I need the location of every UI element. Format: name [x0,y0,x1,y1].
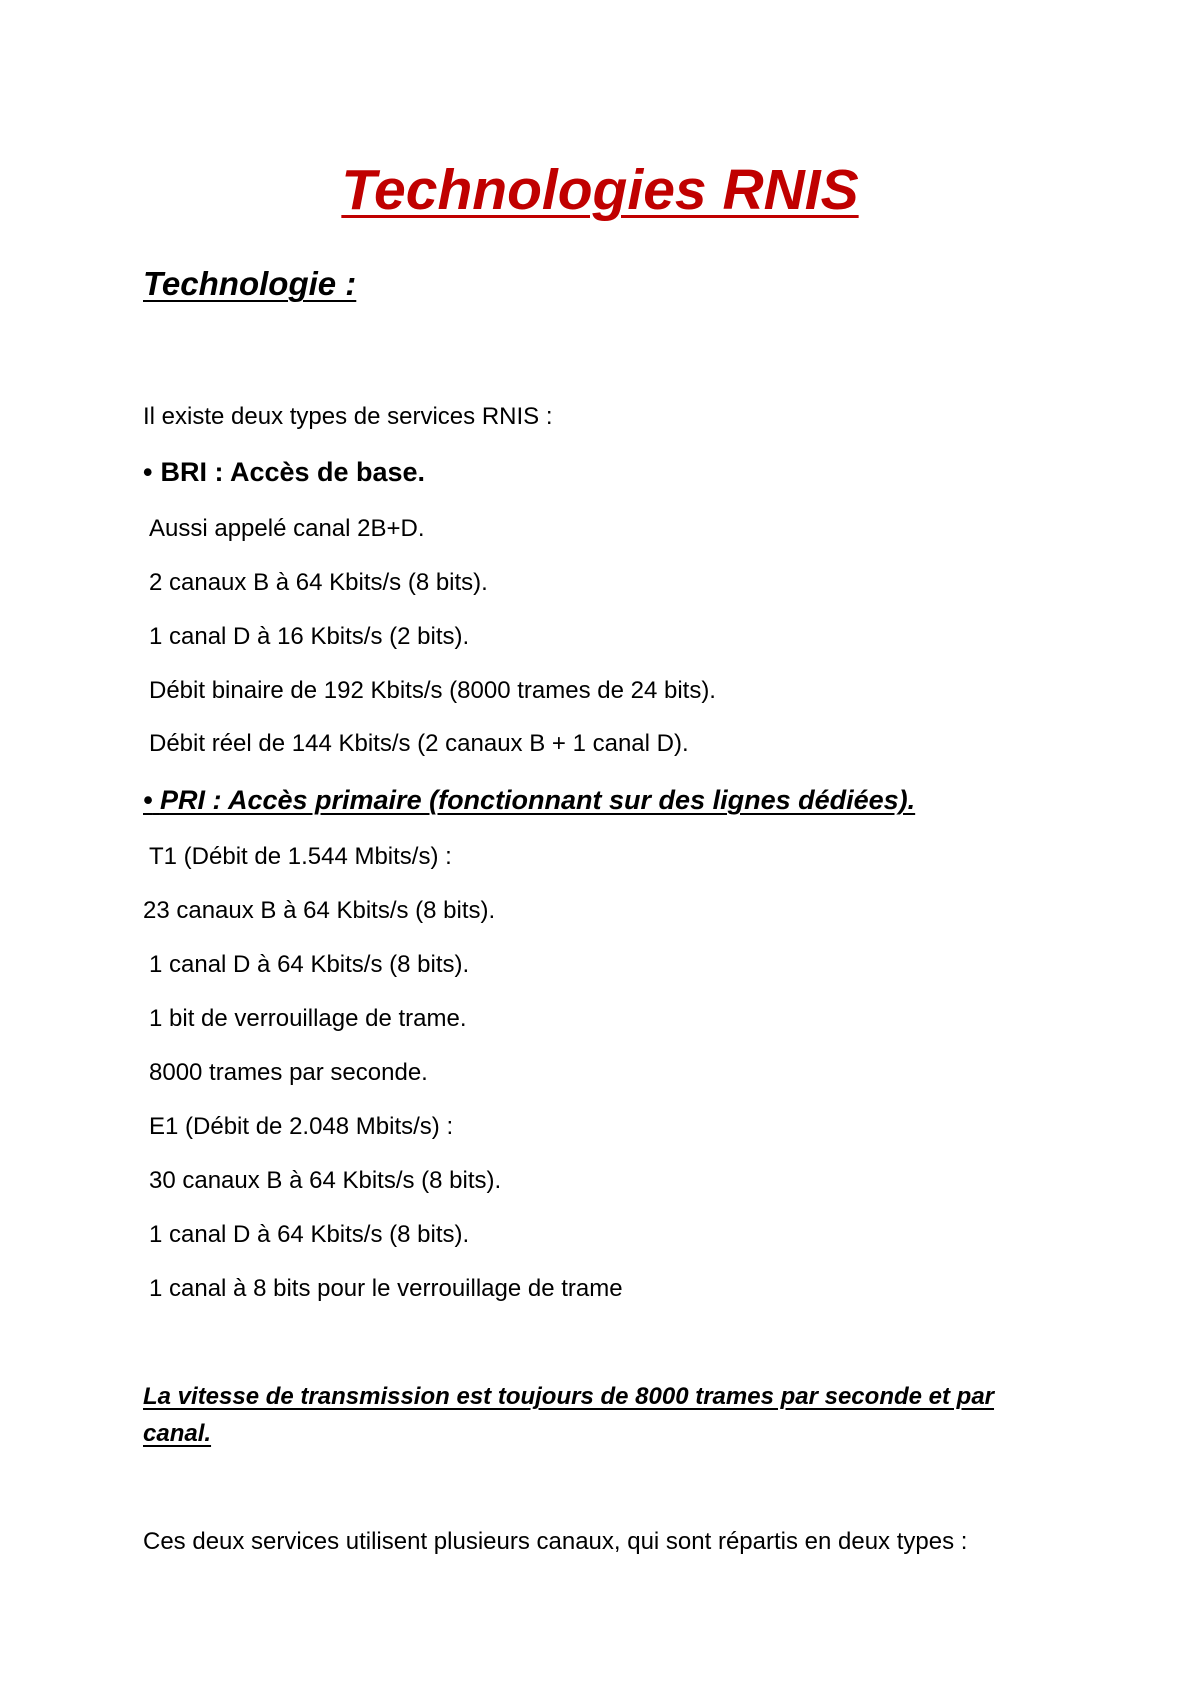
page-title: Technologies RNIS [341,158,859,222]
pri-line: 1 canal à 8 bits pour le verrouillage de trame [149,1275,623,1302]
bri-label: BRI : Accès de base. [160,457,426,487]
bri-line: 1 canal D à 16 Kbits/s (2 bits). [149,623,470,650]
bullet-icon: • [143,785,153,815]
pri-line: 1 bit de verrouillage de trame. [149,1005,467,1032]
note-line: canal. [143,1420,212,1447]
pri-line: 23 canaux B à 64 Kbits/s (8 bits). [143,897,496,924]
bri-line: Aussi appelé canal 2B+D. [149,515,425,542]
pri-line: T1 (Débit de 1.544 Mbits/s) : [149,843,452,870]
intro-text: Il existe deux types de services RNIS : [143,403,553,430]
pri-line: 30 canaux B à 64 Kbits/s (8 bits). [149,1167,502,1194]
pri-label: PRI : Accès primaire (fonctionnant sur des lignes dédiées). [159,785,916,815]
section-heading: Technologie : [143,265,357,302]
bri-line: Débit réel de 144 Kbits/s (2 canaux B + 1 canal D). [149,730,689,757]
bullet-icon: • [143,457,153,487]
bri-line: 2 canaux B à 64 Kbits/s (8 bits). [149,569,488,596]
bri-line: Débit binaire de 192 Kbits/s (8000 trames de 24 bits). [149,677,716,704]
closing-text: Ces deux services utilisent plusieurs canaux, qui sont répartis en deux types : [143,1528,968,1555]
bri-bullet-item [143,455,425,489]
pri-bullet-item [143,783,915,817]
note-line: La vitesse de transmission est toujours de 8000 trames par seconde et par [143,1383,995,1410]
pri-line: 8000 trames par seconde. [149,1059,428,1086]
pri-line: 1 canal D à 64 Kbits/s (8 bits). [149,1221,470,1248]
pri-line: 1 canal D à 64 Kbits/s (8 bits). [149,951,470,978]
pri-line: E1 (Débit de 2.048 Mbits/s) : [149,1113,454,1140]
